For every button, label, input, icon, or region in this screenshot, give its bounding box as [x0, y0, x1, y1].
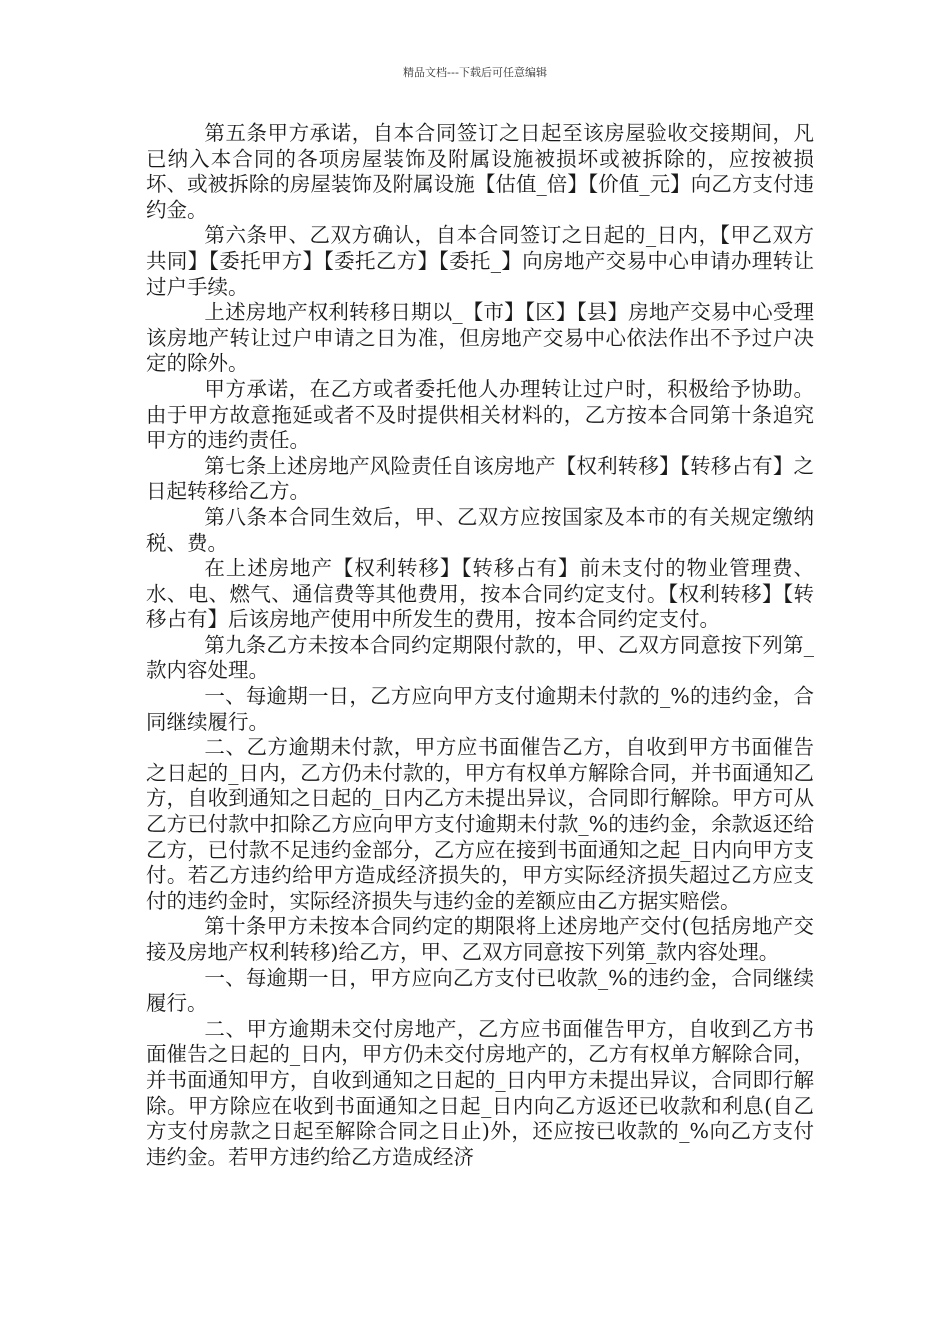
seller-assist-paragraph: 甲方承诺，在乙方或者委托他人办理转让过户时，积极给予协助。由于甲方故意拖延或者不及时提供相关材料的，乙方按本合同第十条追究甲方的违约责任。 [146, 376, 814, 453]
clause-9-paragraph: 第九条乙方未按本合同约定期限付款的，甲、乙双方同意按下列第_款内容处理。 [146, 632, 814, 683]
clause-10-paragraph: 第十条甲方未按本合同约定的期限将上述房地产交付(包括房地产交接及房地产权利转移)给乙方，甲、乙双方同意按下列第_款内容处理。 [146, 914, 814, 964]
clause-8-paragraph: 第八条本合同生效后，甲、乙双方应按国家及本市的有关规定缴纳税、费。 [146, 504, 814, 555]
transfer-date-paragraph: 上述房地产权利转移日期以_【市】【区】【县】房地产交易中心受理该房地产转让过户申请之日为准，但房地产交易中心依法作出不予过户决定的除外。 [146, 300, 814, 376]
clause-9-item-2: 二、乙方逾期未付款，甲方应书面催告乙方，自收到甲方书面催告之日起的_日内，乙方仍未付款的，甲方有权单方解除合同，并书面通知乙方，自收到通知之日起的_日内乙方未提出异议，合同即行解除。甲方可从乙方已付款中扣除乙方应向甲方支付逾期未付款_%的违约金，余款返还给乙方，已付款不足违约金部分，乙方应在接到书面通知之起_日内向甲方支付。若乙方违约给甲方造成经济损失的，甲方实际经济损失超过乙方应支付的违约金时，实际经济损失与违约金的差额应由乙方据实赔偿。 [146, 735, 814, 913]
document-body [146, 121, 814, 1170]
clause-9-item-1: 一、每逾期一日，乙方应向甲方支付逾期未付款的_%的违约金，合同继续履行。 [146, 684, 814, 734]
clause-10-item-1: 一、每逾期一日，甲方应向乙方支付已收款_%的违约金，合同继续履行。 [146, 965, 814, 1016]
fees-paragraph: 在上述房地产【权利转移】【转移占有】前未支付的物业管理费、水、电、燃气、通信费等其他费用，按本合同约定支付。【权利转移】【转移占有】后该房地产使用中所发生的费用，按本合同约定支付。 [146, 556, 814, 632]
clause-7-paragraph: 第七条上述房地产风险责任自该房地产【权利转移】【转移占有】之日起转移给乙方。 [146, 453, 814, 504]
page-header: 精品文档---下载后可任意编辑 [403, 66, 547, 79]
clause-6-paragraph: 第六条甲、乙双方确认，自本合同签订之日起的_日内，【甲乙双方共同】【委托甲方】【委托乙方】【委托_】向房地产交易中心申请办理转让过户手续。 [146, 223, 814, 299]
clause-10-item-2: 二、甲方逾期未交付房地产，乙方应书面催告甲方，自收到乙方书面催告之日起的_日内，甲方仍未交付房地产的，乙方有权单方解除合同，并书面通知甲方，自收到通知之日起的_日内甲方未提出异议，合同即行解除。甲方除应在收到书面通知之日起_日内向乙方返还已收款和利息(自乙方支付房款之日起至解除合同之日止)外，还应按已收款的_%向乙方支付违约金。若甲方违约给乙方造成经济 [146, 1016, 814, 1169]
clause-5-paragraph: 第五条甲方承诺，自本合同签订之日起至该房屋验收交接期间，凡已纳入本合同的各项房屋装饰及附属设施被损坏或被拆除的，应按被损坏、或被拆除的房屋装饰及附属设施【估值_倍】【价值_元】向乙方支付违约金。 [146, 121, 814, 222]
